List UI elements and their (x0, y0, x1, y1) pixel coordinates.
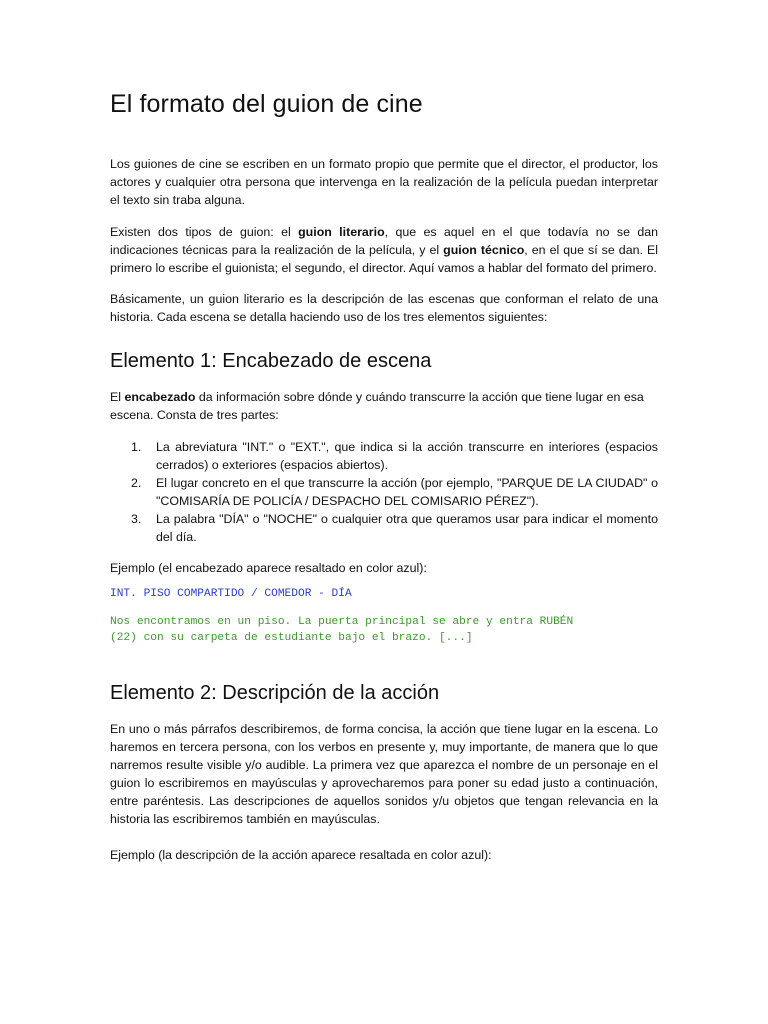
list-item-text: La palabra "DÍA" o "NOCHE" o cualquier otra que queramos usar para indicar el momento del día. (156, 512, 658, 544)
list-item (110, 438, 658, 474)
intro-paragraph: Los guiones de cine se escriben en un formato propio que permite que el director, el productor, los actores y cualquier otra persona que intervenga en la realización de la película puedan interpretar el texto sin traba alguna. (110, 157, 658, 207)
code-scene-action: Nos encontramos en un piso. La puerta principal se abre y entra RUBÉN (22) con su carpeta de estudiante bajo el brazo. [...] (110, 616, 574, 644)
page-title: El formato del guion de cine (110, 90, 423, 118)
section1-text-2: da información sobre dónde y cuándo transcurre la acción que tiene lugar en esa escena. Consta de tres partes: (110, 390, 644, 422)
section1-heading: Elemento 1: Encabezado de escena (110, 350, 432, 372)
section1-text-1: El (110, 390, 125, 404)
types-text-1: Existen dos tipos de guion: el (110, 225, 299, 239)
header-term: encabezado (124, 390, 196, 404)
script-types-paragraph (110, 223, 658, 277)
list-item (110, 474, 658, 510)
types-text-3: , en el que sí se dan. El primero lo escribe el guionista; el segundo, el director. Aquí vamos a hablar del formato del primero. (110, 243, 658, 275)
list-item-number: 1. (131, 440, 142, 454)
section1-example-label: Ejemplo (el encabezado aparece resaltado en color azul): (110, 561, 427, 575)
literary-script-term: guion literario (298, 225, 385, 239)
types-text-2: , que es aquel en el que todavía no se dan indicaciones técnicas para la realización de la película, y el (110, 225, 659, 257)
document-page (110, 88, 658, 864)
list-item-number: 2. (131, 476, 142, 490)
section1-paragraph (110, 388, 658, 424)
list-item-text: La abreviatura "INT." o "EXT.", que indica si la acción transcurre en interiores (espacios cerrados) o exteriores (espacios abiertos). (156, 440, 658, 472)
code-scene-heading: INT. PISO COMPARTIDO / COMEDOR - DÍA (110, 588, 352, 600)
technical-script-term: guion técnico (443, 243, 525, 257)
basics-paragraph: Básicamente, un guion literario es la descripción de las escenas que conforman el relato de una historia. Cada escena se detalla haciendo uso de los tres elementos siguientes: (110, 292, 658, 324)
header-parts-list (110, 438, 658, 546)
section2-heading: Elemento 2: Descripción de la acción (110, 682, 440, 704)
list-item-number: 3. (131, 512, 142, 526)
section2-example-label: Ejemplo (la descripción de la acción aparece resaltada en color azul): (110, 848, 492, 862)
list-item (110, 510, 658, 546)
list-item-text: El lugar concreto en el que transcurre la acción (por ejemplo, "PARQUE DE LA CIUDAD" o "COMISARÍA DE POLICÍA / DESPACHO DEL COMISARIO PÉREZ"). (156, 476, 658, 508)
section2-paragraph: En uno o más párrafos describiremos, de forma concisa, la acción que tiene lugar en la escena. Lo haremos en tercera persona, con los verbos en presente y, muy importante, de manera que lo que narremos resulte visible y/o audible. La primera vez que aparezca el nombre de un personaje en el guion lo escribiremos en mayúsculas y aprovecharemos para poner su edad justo a continuación, entre paréntesis. Las descripciones de aquellos sonidos y/u objetos que tengan relevancia en la historia las escribiremos también en mayúsculas. (110, 722, 658, 826)
